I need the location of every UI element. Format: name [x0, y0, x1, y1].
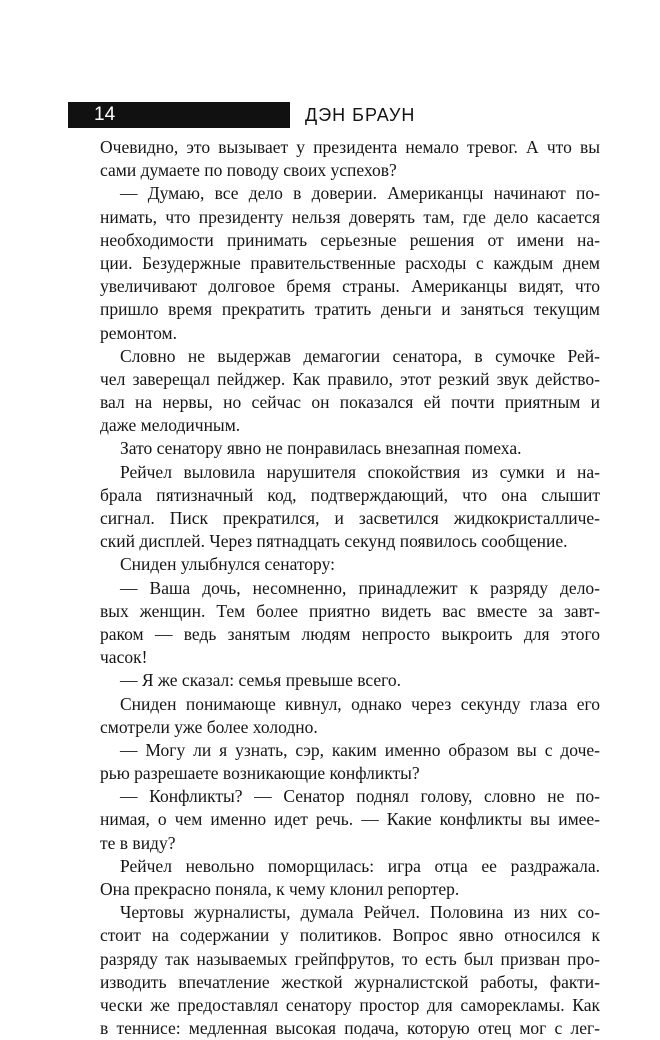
text-line: брала пятизначный код, подтверждающий, что она слышит [100, 484, 600, 505]
text-line: Зато сенатору явно не понравилась внезапная помеха. [120, 438, 522, 459]
text-line: смотрели уже более холодно. [100, 716, 318, 737]
text-line: нимать, что президенту нельзя доверять там, где дело касается [100, 206, 600, 227]
text-line: ции. Безудержные правительственные расходы с каждым днем [100, 252, 600, 273]
text-line: рью разрешаете возникающие конфликты? [100, 763, 420, 784]
text-line: раком — ведь занятым людям непросто выкроить для этого [100, 623, 600, 644]
text-line: сигнал. Писк прекратился, и засветился жидкокристалличе- [100, 508, 600, 528]
text-line: — Я же сказал: семья превыше всего. [120, 670, 402, 691]
text-line: пришло время прекратить тратить деньги и заняться текущим [100, 299, 600, 320]
page-number: 14 [94, 104, 116, 125]
text-line: вых женщин. Тем более приятно видеть вас вместе за завт- [100, 600, 600, 621]
text-line: чел заверещал пейджер. Как правило, этот резкий звук действо- [100, 368, 600, 389]
text-line: — Думаю, все дело в доверии. Американцы начинают по- [120, 183, 600, 204]
text-line: Словно не выдержав демагогии сенатора, в сумочке Рей- [120, 345, 600, 366]
text-line: — Могу ли я узнать, сэр, каким именно образом вы с доче- [120, 739, 600, 760]
text-line: нимая, о чем именно идет речь. — Какие конфликты вы имее- [100, 809, 600, 830]
text-line: в теннисе: медленная высокая подача, которую отец мог с лег- [100, 1018, 600, 1039]
book-text [100, 136, 600, 1040]
text-line: ремонтом. [100, 322, 177, 343]
text-line: Чертовы журналисты, думала Рейчел. Половина из них со- [120, 902, 600, 923]
text-line: — Ваша дочь, несомненно, принадлежит к разряду дело- [120, 577, 600, 598]
text-line: часок! [100, 647, 148, 668]
text-line: стоит на содержании у политиков. Вопрос явно относился к [100, 925, 600, 946]
text-line: даже мелодичным. [100, 415, 241, 436]
text-line: Очевидно, это вызывает у президента немало тревог. А что вы [100, 137, 600, 157]
text-line: изводить впечатление жесткой журналистской работы, факти- [100, 971, 600, 992]
text-line: разряду так называемых грейпфрутов, то есть был призван про- [100, 948, 600, 969]
text-line: сами думаете по поводу своих успехов? [100, 160, 397, 181]
text-line: Рейчел выловила нарушителя спокойствия из сумки и на- [120, 461, 600, 482]
text-line: ский дисплей. Через пятнадцать секунд появилось сообщение. [100, 531, 568, 552]
text-line: — Конфликты? — Сенатор поднял голову, словно не по- [120, 786, 600, 807]
text-line: увеличивают долговое бремя страны. Американцы видят, что [100, 276, 600, 297]
author-name: ДЭН БРАУН [305, 105, 416, 125]
text-line: необходимости принимать серьезные решения от имени на- [100, 229, 600, 250]
text-line: Сниден понимающе кивнул, однако через секунду глаза его [120, 693, 600, 714]
text-line: вал на нервы, но сейчас он показался ей почти приятным и [100, 392, 600, 413]
page-number-box [68, 102, 290, 128]
text-line: Сниден улыбнулся сенатору: [120, 554, 335, 575]
text-line: Она прекрасно поняла, к чему клонил репортер. [100, 879, 460, 899]
text-line: те в виду? [100, 832, 176, 853]
text-line: чески же предоставлял сенатору простор для саморекламы. Как [100, 994, 600, 1015]
text-line: Рейчел невольно поморщилась: игра отца ее раздражала. [120, 855, 600, 876]
running-header [68, 102, 594, 128]
